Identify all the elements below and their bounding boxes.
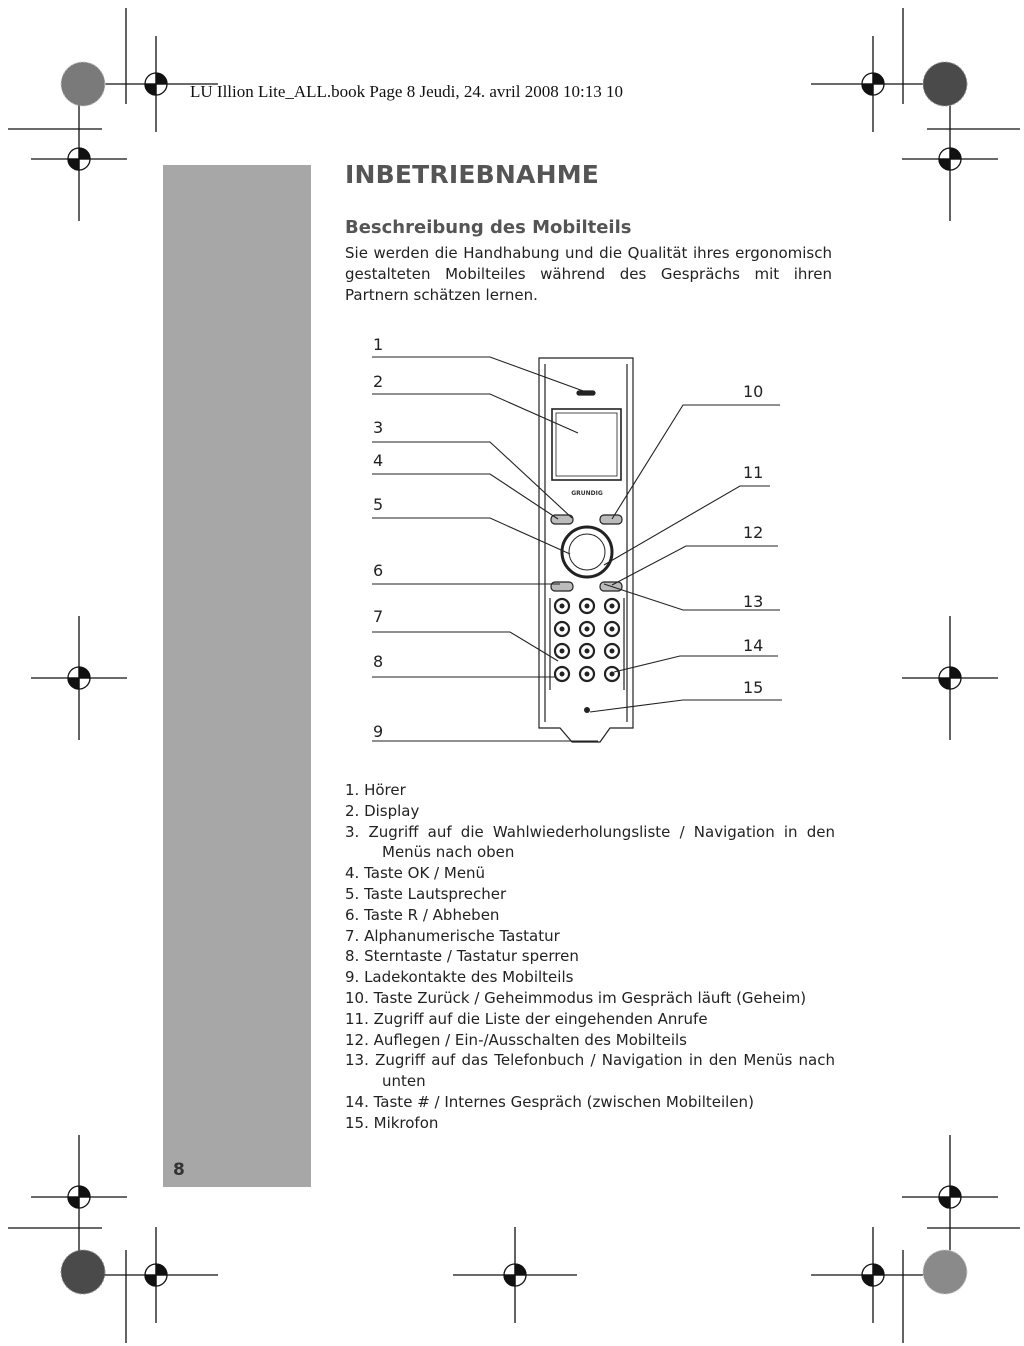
callout-10: 10 [743,382,764,401]
legend-item: 10. Taste Zurück / Geheimmodus im Gespräch läuft (Geheim) [345,988,807,1007]
callout-2: 2 [373,372,384,391]
callout-12: 12 [743,523,764,542]
legend-item: 13. Zugriff auf das Telefonbuch / Navigation in den Menüs nach unten [345,1051,835,1091]
callout-7: 7 [373,607,384,626]
legend-item: 7. Alphanumerische Tastatur [345,926,560,945]
keypad [555,599,619,681]
callout-11: 11 [743,463,764,482]
callout-15: 15 [743,678,764,697]
callout-6: 6 [373,561,384,580]
callout-1: 1 [373,335,384,354]
legend-item: 5. Taste Lautsprecher [345,884,507,903]
legend-item: 12. Auflegen / Ein-/Ausschalten des Mobilteils [345,1030,687,1049]
legend-item: 4. Taste OK / Menü [345,864,486,883]
intro-paragraph: Sie werden die Handhabung und die Qualität ihres ergonomisch gestalteten Mobilteiles während des Gesprächs mit ihren Partnern schätzen lernen. [345,244,832,304]
page-number: 8 [173,1160,185,1180]
callout-13: 13 [743,592,764,611]
legend-item: 6. Taste R / Abheben [345,905,500,924]
component-legend [345,780,835,1134]
callout-5: 5 [373,495,384,514]
legend-item: 2. Display [345,801,420,820]
page-title: INBETRIEBNAHME [345,160,600,189]
handset-diagram [340,330,790,750]
legend-item: 15. Mikrofon [345,1113,439,1132]
legend-item: 1. Hörer [345,781,406,799]
callout-4: 4 [373,451,384,470]
side-bar [163,165,311,1187]
callout-14: 14 [743,636,764,655]
section-subtitle: Beschreibung des Mobilteils [345,217,632,238]
callout-3: 3 [373,418,384,437]
print-header: LU Illion Lite_ALL.book Page 8 Jeudi, 24. avril 2008 10:13 10 [190,82,623,101]
legend-item: 8. Sterntaste / Tastatur sperren [345,947,579,966]
legend-item: 3. Zugriff auf die Wahlwiederholungsliste / Navigation in den Menüs nach oben [345,822,835,862]
legend-item: 14. Taste # / Internes Gespräch (zwischen Mobilteilen) [345,1092,754,1111]
talk-key [551,582,573,591]
callout-8: 8 [373,652,384,671]
back-key [600,515,622,524]
microphone [584,707,590,713]
legend-item: 11. Zugriff auf die Liste der eingehenden Anrufe [345,1009,708,1028]
legend-item: 9. Ladekontakte des Mobilteils [345,968,574,987]
display-screen [552,409,621,480]
brand-logo: GRUNDIG [571,490,603,497]
callout-9: 9 [373,722,384,741]
handset-body [539,358,633,742]
